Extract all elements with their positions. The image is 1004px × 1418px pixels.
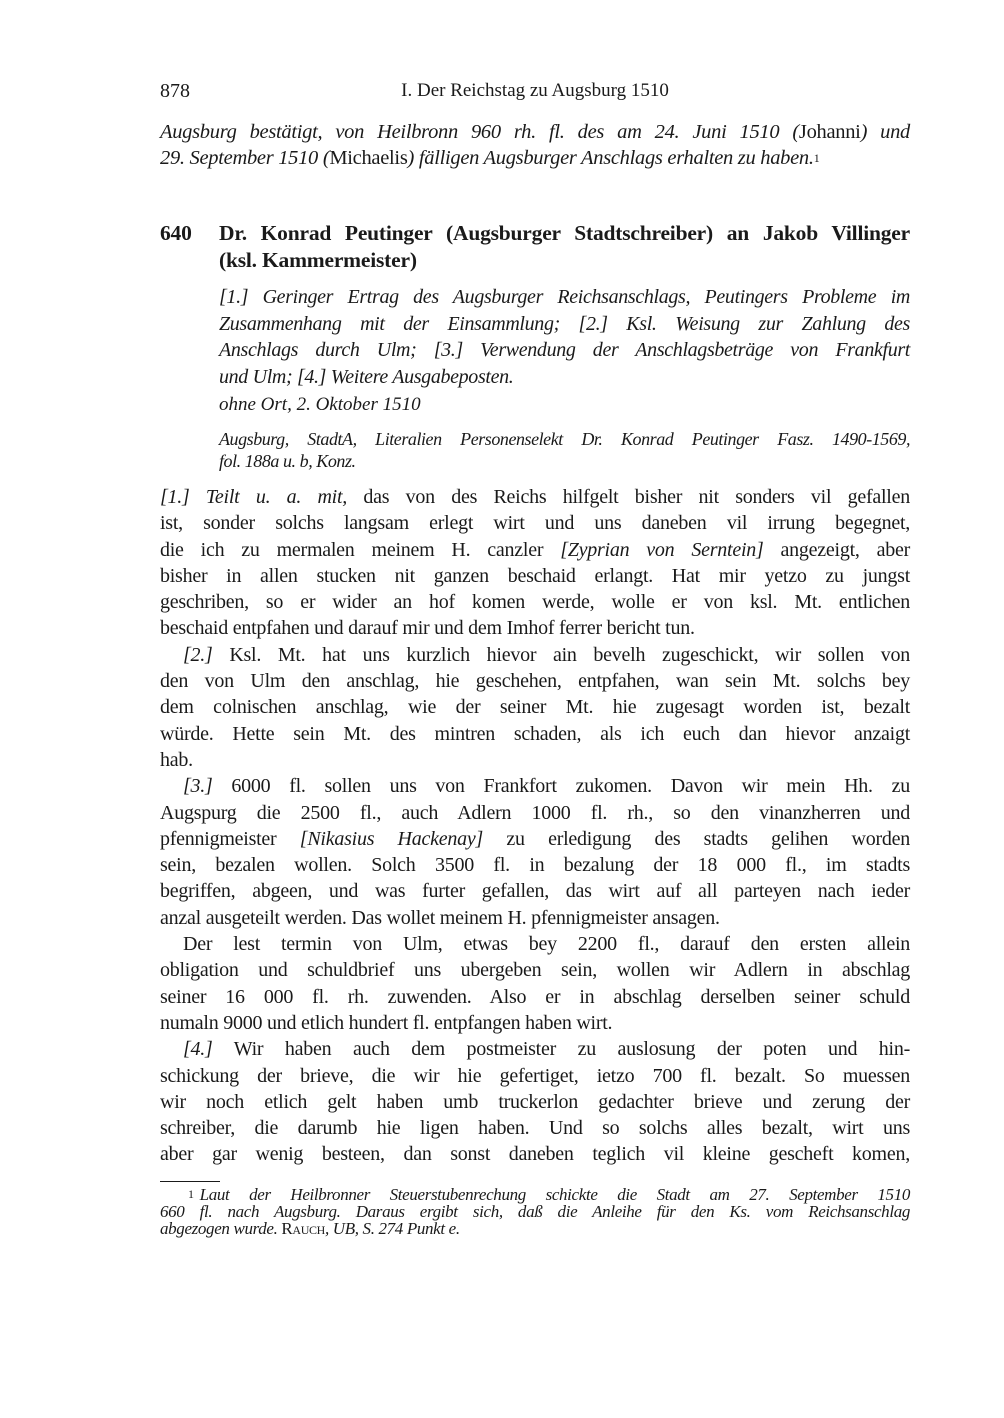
text-segment: [3.]: [183, 775, 213, 798]
text-segment: den von Ulm den anschlag, hie geschehen, entpfahen, wan sein Mt. solchs bey: [160, 670, 910, 693]
text-segment: Ksl. Mt. hat uns kurzlich hievor ain bevelh zugeschickt, wir sollen von: [212, 643, 910, 666]
text-segment: [Zyprian von Serntein]: [560, 538, 764, 561]
text-line: [160, 852, 910, 878]
text-segment: 660 fl. nach Augsburg. Daraus ergibt sich, daß die Anleihe für den Ks. vom Reichsanschlag: [160, 1202, 910, 1221]
text-segment: Rauch: [281, 1219, 325, 1238]
text-line: [160, 878, 910, 904]
text-line: [160, 747, 910, 773]
text-segment: Michaelis: [329, 147, 408, 169]
text-line: [160, 1036, 910, 1062]
text-line: [160, 800, 910, 826]
text-segment: schickung der brieve, die wir hie gefertiget, ietzo 700 fl. bezalt. So muessen: [160, 1064, 910, 1087]
body-text: [160, 484, 910, 1168]
text-segment: begriffen, abgeen, und was furter gefallen, das wirt auf all parteyen nach ieder: [160, 880, 910, 903]
text-segment: wir noch etlich gelt haben umb truckerlon gedachter brieve und zerung der: [160, 1090, 910, 1113]
text-segment: [1.] Teilt u. a. mit,: [160, 486, 348, 508]
text-segment: [2.]: [183, 643, 213, 666]
text-line: [160, 642, 910, 668]
text-segment: numaln 9000 und etlich hundert fl. entpfangen haben wirt.: [160, 1011, 613, 1034]
text-line: [160, 1115, 910, 1141]
summary-line: Zusammenhang mit der Einsammlung; [2.] Ksl. Weisung zur Zahlung des: [219, 312, 910, 335]
text-line: [160, 826, 910, 852]
footnote-marker: 1: [188, 1187, 194, 1201]
text-line: [160, 721, 910, 747]
text-segment: ist, sonder solchs langsam erlegt wirt und uns daneben vil irrung begegnet,: [160, 512, 910, 535]
text-segment: [4.]: [183, 1038, 213, 1061]
source-line: Augsburg, StadtA, Literalien Personenselekt Dr. Konrad Peutinger Fasz. 1490-1569,: [219, 429, 910, 449]
text-segment: beschaid entpfahen und darauf mir und dem Imhof ferrer bericht tun.: [160, 617, 695, 640]
text-line: [160, 510, 910, 536]
source-line: fol. 188a u. b, Konz.: [219, 451, 356, 471]
text-segment: Augspurg die 2500 fl., auch Adlern 1000 fl. rh., so den vinanzherren und: [160, 801, 910, 824]
text-segment: Der lest termin von Ulm, etwas bey 2200 fl., darauf den ersten allein: [183, 933, 910, 956]
document-source: [219, 428, 910, 472]
text-segment: sein, bezalen wollen. Solch 3500 fl. in bezalung der 18 000 fl., im stadts: [160, 854, 910, 877]
text-segment: Johanni: [798, 121, 861, 143]
footnote-reference[interactable]: 1: [813, 151, 820, 165]
text-line: [160, 145, 910, 171]
text-segment: anzal ausgeteilt werden. Das wollet meinem H. pfennigmeister ansagen.: [160, 906, 720, 929]
text-segment: würde. Hette sein Mt. des mintren schaden, als ich euch dan hievor anzaigt: [160, 722, 910, 745]
document-heading: [160, 220, 910, 274]
text-line: [160, 484, 910, 510]
text-segment: bisher in allen stucken nit ganzen beschaid erlangt. Hat mir yetzo zu jungst: [160, 564, 910, 587]
text-segment: schreiber, die darumb hie ligen haben. Und so solchs alles bezalt, wirt uns: [160, 1117, 910, 1140]
text-segment: [Nikasius Hackenay]: [299, 827, 484, 850]
page-number: 878: [160, 80, 190, 102]
text-line: [160, 694, 910, 720]
text-line: [160, 563, 910, 589]
document-number: 640: [160, 221, 192, 245]
text-segment: abgezogen wurde.: [160, 1219, 282, 1238]
title-line: (ksl. Kammermeister): [219, 248, 417, 272]
footnote-line: [160, 1203, 910, 1220]
text-segment: 29. September 1510 (: [160, 147, 330, 169]
footnote-line: [160, 1186, 910, 1203]
text-line: [160, 984, 910, 1010]
text-line: [160, 1063, 910, 1089]
text-segment: geschriben, so er wider an hof komen werde, wolle er von ksl. Mt. entlichen: [160, 591, 910, 614]
text-segment: pfennigmeister: [160, 827, 300, 850]
text-segment: dem colnischen anschlag, wie der seiner Mt. hie zugesagt worden ist, bezalt: [160, 696, 910, 719]
continuation-text: [160, 119, 910, 171]
summary-line: und Ulm; [4.] Weitere Ausgabeposten.: [219, 365, 514, 388]
text-line: [160, 957, 910, 983]
text-line: [160, 1089, 910, 1115]
text-line: [160, 119, 910, 145]
text-segment: die ich zu mermalen meinem H. canzler: [160, 538, 561, 561]
running-head: I. Der Reichstag zu Augsburg 1510: [401, 80, 669, 101]
text-segment: Wir haben auch dem postmeister zu auslosung der poten und hin-: [212, 1038, 910, 1061]
text-line: [160, 615, 910, 641]
text-segment: obligation und schuldbrief uns ubergeben sein, wollen wir Adlern in abschlag: [160, 959, 910, 982]
text-line: [160, 589, 910, 615]
document-title: [219, 220, 910, 274]
text-segment: seiner 16 000 fl. rh. zuwenden. Also er in abschlag derselben seiner schuld: [160, 985, 910, 1008]
text-line: [160, 773, 910, 799]
text-segment: aber gar wenig besteen, dan sonst daneben teglich vil kleine gescheft komen,: [160, 1143, 910, 1166]
text-line: [160, 537, 910, 563]
text-segment: hab.: [160, 748, 193, 771]
summary-line: [1.] Geringer Ertrag des Augsburger Reichsanschlags, Peutingers Probleme im: [219, 286, 910, 308]
footnote: [160, 1186, 910, 1237]
footnote-line: [160, 1220, 910, 1237]
text-line: [160, 668, 910, 694]
text-segment: zu erledigung des stadts gelihen worden: [483, 827, 910, 850]
text-segment: ) fälligen Augsburger Anschlags erhalten zu haben.: [407, 147, 814, 169]
text-segment: Laut der Heilbronner Steuerstubenrechung schickte die Stadt am 27. September 1510: [199, 1185, 910, 1204]
document-summary: [219, 284, 910, 390]
text-segment: ) und: [860, 121, 910, 143]
footnote-divider: [160, 1181, 220, 1182]
text-segment: Augsburg bestätigt, von Heilbronn 960 rh. fl. des am 24. Juni 1510 (: [160, 121, 799, 143]
text-segment: , UB, S. 274 Punkt e.: [324, 1219, 460, 1238]
summary-line: Anschlags durch Ulm; [3.] Verwendung der Anschlagsbeträge von Frankfurt: [219, 339, 910, 361]
text-line: [160, 1141, 910, 1167]
text-line: [160, 931, 910, 957]
title-line: Dr. Konrad Peutinger (Augsburger Stadtschreiber) an Jakob Villinger: [219, 221, 910, 245]
text-segment: das von des Reichs hilfgelt bisher nit sonders vil gefallen: [347, 486, 910, 508]
text-line: [160, 905, 910, 931]
text-segment: angezeigt, aber: [763, 538, 911, 561]
document-date: ohne Ort, 2. Oktober 1510: [219, 394, 421, 415]
text-segment: 6000 fl. sollen uns von Frankfort zukomen. Davon wir mein Hh. zu: [212, 775, 910, 798]
text-line: [160, 1010, 910, 1036]
